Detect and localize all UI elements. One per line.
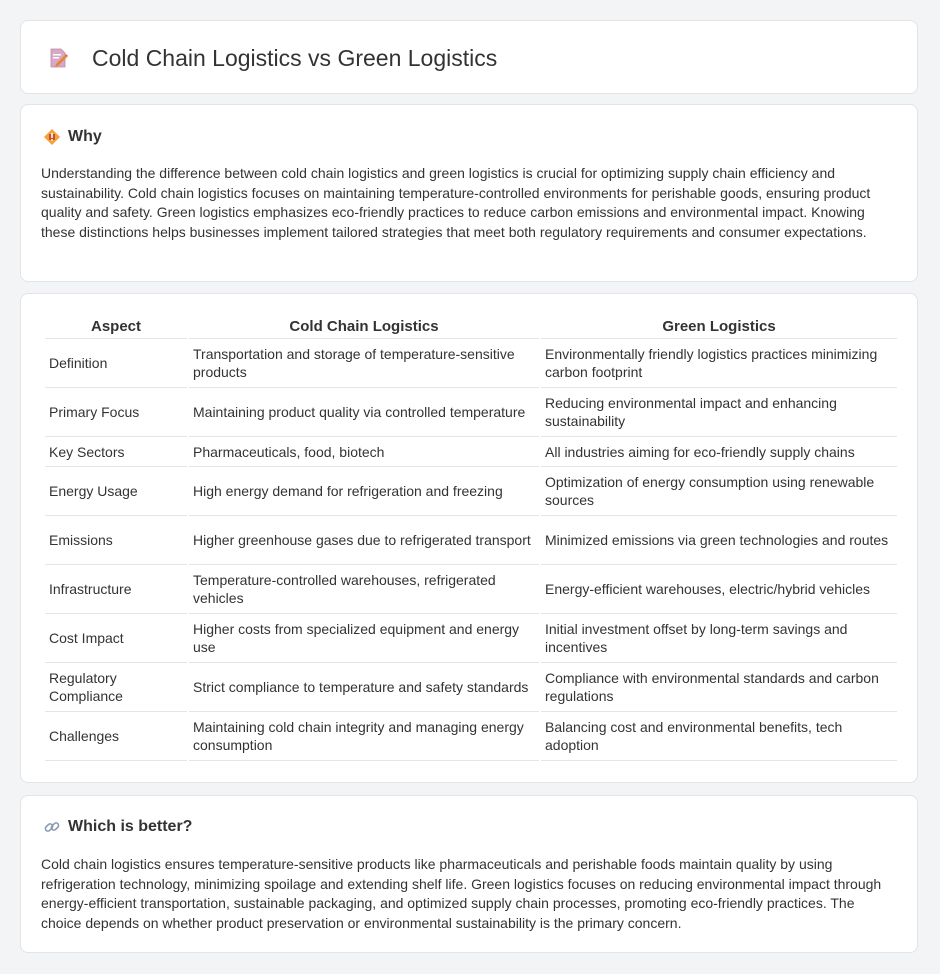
- why-heading: Why: [68, 128, 102, 145]
- why-section: [20, 104, 918, 282]
- link-icon: [43, 818, 61, 836]
- row-cold-chain: Maintaining cold chain integrity and managing energy consumption: [189, 712, 539, 761]
- better-heading-row: [43, 816, 192, 838]
- table-header-row: [45, 314, 897, 339]
- row-green: Balancing cost and environmental benefits, tech adoption: [541, 712, 897, 761]
- better-heading: Which is better?: [68, 818, 193, 835]
- table-row: [45, 388, 897, 437]
- table-row: [45, 663, 897, 712]
- header-green: Green Logistics: [541, 314, 897, 339]
- row-cold-chain: Transportation and storage of temperature-sensitive products: [189, 339, 539, 388]
- row-green: Compliance with environmental standards and carbon regulations: [541, 663, 897, 712]
- table-row: [45, 614, 897, 663]
- page-title: Cold Chain Logistics vs Green Logistics: [92, 45, 498, 71]
- row-aspect: Key Sectors: [45, 437, 187, 467]
- title-card: [20, 20, 918, 94]
- row-aspect: Emissions: [45, 516, 187, 565]
- row-cold-chain: Higher costs from specialized equipment and energy use: [189, 614, 539, 663]
- row-cold-chain: Temperature-controlled warehouses, refrigerated vehicles: [189, 565, 539, 614]
- header-aspect: Aspect: [45, 314, 187, 339]
- row-aspect: Regulatory Compliance: [45, 663, 187, 712]
- row-green: Minimized emissions via green technologies and routes: [541, 516, 897, 565]
- table-row: [45, 467, 897, 516]
- warning-diamond-icon: [43, 128, 61, 146]
- table-row: [45, 565, 897, 614]
- row-cold-chain: High energy demand for refrigeration and freezing: [189, 467, 539, 516]
- row-green: Initial investment offset by long-term savings and incentives: [541, 614, 897, 663]
- why-text: Understanding the difference between cold chain logistics and green logistics is crucial for optimizing supply chain efficiency and sustainability. Cold chain logistics focuses on maintaining temperature-controlled environments for perishable goods, ensuring product quality and safety. Green logistics emphasizes eco-friendly practices to reduce carbon emissions and environmental impact. Knowing these distinctions helps businesses implement tailored strategies that meet both regulatory requirements and consumer expectations.: [41, 165, 871, 240]
- row-green: Energy-efficient warehouses, electric/hybrid vehicles: [541, 565, 897, 614]
- row-cold-chain: Maintaining product quality via controlled temperature: [189, 388, 539, 437]
- row-cold-chain: Strict compliance to temperature and safety standards: [189, 663, 539, 712]
- row-aspect: Energy Usage: [45, 467, 187, 516]
- row-aspect: Infrastructure: [45, 565, 187, 614]
- table-row: [45, 437, 897, 467]
- which-is-better-section: [20, 795, 918, 953]
- row-green: Reducing environmental impact and enhancing sustainability: [541, 388, 897, 437]
- row-aspect: Challenges: [45, 712, 187, 761]
- row-green: Optimization of energy consumption using renewable sources: [541, 467, 897, 516]
- row-green: Environmentally friendly logistics practices minimizing carbon footprint: [541, 339, 897, 388]
- comparison-section: [20, 293, 918, 783]
- why-heading-row: [43, 126, 102, 148]
- row-cold-chain: Higher greenhouse gases due to refrigerated transport: [189, 516, 539, 565]
- header-cold-chain: Cold Chain Logistics: [189, 314, 539, 339]
- row-aspect: Cost Impact: [45, 614, 187, 663]
- row-cold-chain: Pharmaceuticals, food, biotech: [189, 437, 539, 467]
- comparison-table: [43, 314, 899, 761]
- row-aspect: Primary Focus: [45, 388, 187, 437]
- table-row: [45, 516, 897, 565]
- table-row: [45, 712, 897, 761]
- pencil-doc-icon: [47, 47, 69, 69]
- row-aspect: Definition: [45, 339, 187, 388]
- row-green: All industries aiming for eco-friendly supply chains: [541, 437, 897, 467]
- table-row: [45, 339, 897, 388]
- better-text: Cold chain logistics ensures temperature-sensitive products like pharmaceuticals and perishable foods maintain quality by using refrigeration technology, minimizing spoilage and extending shelf life. Green logistics focuses on reducing environmental impact through energy-efficient transportation, sustainable packaging, and optimized supply chain processes, promoting eco-friendly practices. The choice depends on whether product preservation or environmental sustainability is the primary concern.: [41, 856, 882, 931]
